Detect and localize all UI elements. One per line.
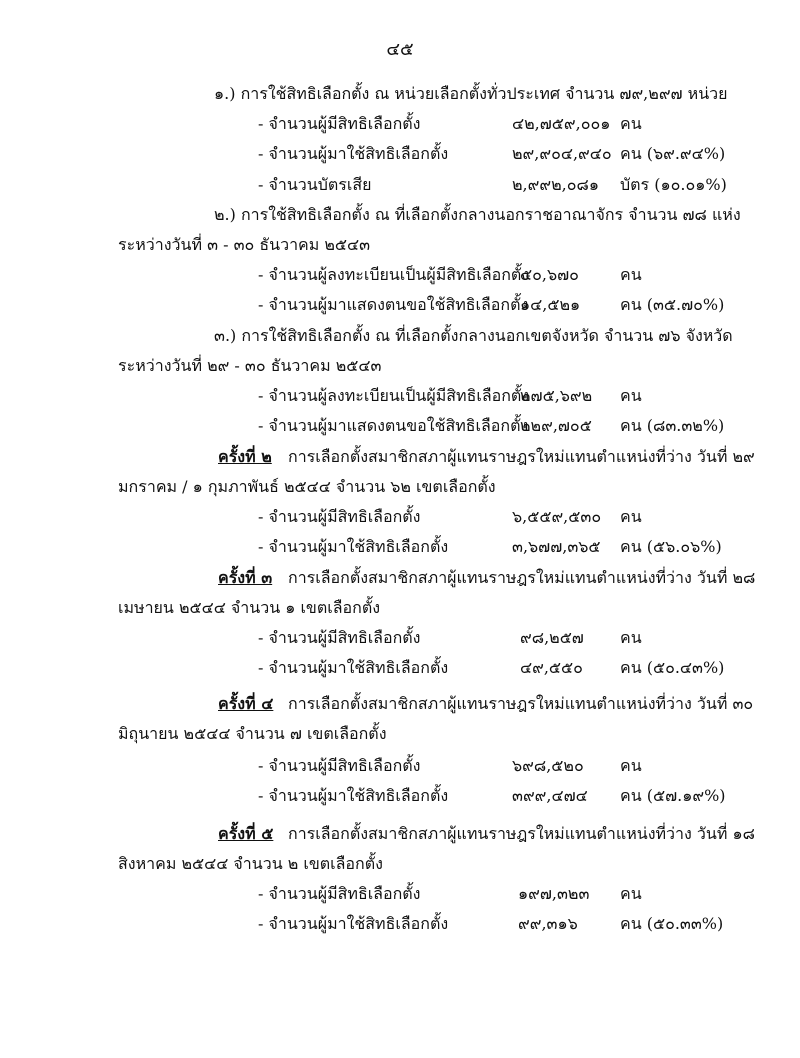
row-value: ๑๔,๕๒๑ <box>520 295 581 314</box>
round2-text-cont: มกราคม / ๑ กุมภาพันธ์ ๒๕๔๔ จำนวน ๖๒ เขตเลือกตั้ง <box>118 477 496 496</box>
section2-row <box>0 293 800 317</box>
row-label: - จำนวนผู้ลงทะเบียนเป็นผู้มีสิทธิเลือกตั้ง <box>258 386 530 405</box>
row-unit: คน <box>620 386 642 405</box>
round2-heading-line <box>0 445 800 469</box>
row-unit: คน <box>620 884 642 903</box>
row-unit: คน (๕๗.๑๙%) <box>620 786 726 805</box>
section2-row <box>0 263 800 287</box>
row-value: ๒๒๙,๗๐๕ <box>520 416 592 435</box>
row-value: ๔๒,๗๕๙,๐๐๑ <box>512 114 611 133</box>
row-unit: คน (๕๖.๐๖%) <box>620 537 722 556</box>
row-label: - จำนวนผู้มีสิทธิเลือกตั้ง <box>258 507 421 526</box>
section2-heading-line <box>0 233 800 257</box>
section1-heading: ๑.) การใช้สิทธิเลือกตั้ง ณ หน่วยเลือกตั้งทั่วประเทศ จำนวน ๗๙,๒๙๗ หน่วย <box>214 84 728 103</box>
round3-row <box>0 626 800 650</box>
section1-heading-line <box>0 82 800 106</box>
row-value: ๔๙,๕๕๐ <box>520 658 583 677</box>
row-label: - จำนวนผู้ลงทะเบียนเป็นผู้มีสิทธิเลือกตั้ง <box>258 265 530 284</box>
row-label: - จำนวนผู้มาใช้สิทธิเลือกตั้ง <box>258 786 449 805</box>
round5-title: ครั้งที่ ๕ <box>218 824 274 843</box>
row-label: - จำนวนผู้มาแสดงตนขอใช้สิทธิเลือกตั้ง <box>258 416 529 435</box>
row-value: ๑๙๗,๓๒๓ <box>518 884 590 903</box>
round3-row <box>0 656 800 680</box>
round4-title: ครั้งที่ ๔ <box>218 694 274 713</box>
section1-row <box>0 142 800 166</box>
row-value: ๖๙๘,๕๒๐ <box>512 756 584 775</box>
row-label: - จำนวนผู้มาใช้สิทธิเลือกตั้ง <box>258 144 449 163</box>
round5-text-cont: สิงหาคม ๒๕๔๔ จำนวน ๒ เขตเลือกตั้ง <box>118 854 383 873</box>
round3-heading-line <box>0 566 800 590</box>
row-label: - จำนวนผู้มาแสดงตนขอใช้สิทธิเลือกตั้ง <box>258 295 529 314</box>
row-label: - จำนวนผู้มีสิทธิเลือกตั้ง <box>258 628 421 647</box>
round2-heading-line <box>0 475 800 499</box>
round5-heading-line <box>0 822 800 846</box>
section3-row <box>0 384 800 408</box>
section1-row <box>0 112 800 136</box>
row-unit: บัตร (๑๐.๐๑%) <box>620 175 727 194</box>
round5-row <box>0 882 800 906</box>
round3-heading-line <box>0 596 800 620</box>
row-value: ๓๙๙,๔๗๔ <box>512 786 588 805</box>
row-label: - จำนวนผู้มาใช้สิทธิเลือกตั้ง <box>258 537 449 556</box>
row-value: ๒๗๕,๖๙๒ <box>520 386 593 405</box>
section3-heading-line <box>0 354 800 378</box>
page-number: ๔๕ <box>386 39 414 60</box>
section3-heading-line <box>0 324 800 348</box>
round4-row <box>0 784 800 808</box>
row-unit: คน <box>620 265 642 284</box>
round2-row <box>0 535 800 559</box>
round4-heading-line <box>0 692 800 716</box>
row-label: - จำนวนผู้มาใช้สิทธิเลือกตั้ง <box>258 914 449 933</box>
section3-heading-cont: ระหว่างวันที่ ๒๙ - ๓๐ ธันวาคม ๒๕๔๓ <box>118 356 382 375</box>
round3-title: ครั้งที่ ๓ <box>218 568 273 587</box>
section1-row <box>0 173 800 197</box>
section3-heading: ๓.) การใช้สิทธิเลือกตั้ง ณ ที่เลือกตั้งกลางนอกเขตจังหวัด จำนวน ๗๖ จังหวัด <box>214 326 733 345</box>
section2-heading-line <box>0 203 800 227</box>
section2-heading: ๒.) การใช้สิทธิเลือกตั้ง ณ ที่เลือกตั้งกลางนอกราชอาณาจักร จำนวน ๗๘ แห่ง <box>214 205 741 224</box>
round4-heading-line <box>0 722 800 746</box>
row-unit: คน (๕๐.๔๓%) <box>620 658 725 677</box>
row-label: - จำนวนผู้มีสิทธิเลือกตั้ง <box>258 114 421 133</box>
row-value: ๔๐,๖๗๐ <box>520 265 579 284</box>
row-unit: คน <box>620 507 642 526</box>
round3-text: การเลือกตั้งสมาชิกสภาผู้แทนราษฎรใหม่แทนตำแหน่งที่ว่าง วันที่ ๒๘ <box>288 568 756 587</box>
row-unit: คน (๖๙.๙๔%) <box>620 144 726 163</box>
round2-row <box>0 505 800 529</box>
row-label: - จำนวนผู้มาใช้สิทธิเลือกตั้ง <box>258 658 449 677</box>
row-unit: คน (๕๐.๓๓%) <box>620 914 724 933</box>
round5-row <box>0 912 800 936</box>
row-value: ๒,๙๙๒,๐๘๑ <box>512 175 599 194</box>
row-value: ๖,๕๕๙,๕๓๐ <box>512 507 602 526</box>
round4-text: การเลือกตั้งสมาชิกสภาผู้แทนราษฎรใหม่แทนตำแหน่งที่ว่าง วันที่ ๓๐ <box>288 694 754 713</box>
section3-row <box>0 414 800 438</box>
round2-text: การเลือกตั้งสมาชิกสภาผู้แทนราษฎรใหม่แทนตำแหน่งที่ว่าง วันที่ ๒๙ <box>288 447 755 466</box>
row-value: ๙๘,๒๕๗ <box>520 628 584 647</box>
row-unit: คน (๘๓.๓๒%) <box>620 416 725 435</box>
row-label: - จำนวนบัตรเสีย <box>258 175 372 194</box>
row-value: ๒๙,๙๐๔,๙๔๐ <box>512 144 612 163</box>
round2-title: ครั้งที่ ๒ <box>218 447 272 466</box>
row-unit: คน <box>620 628 642 647</box>
row-value: ๓,๖๗๗,๓๖๕ <box>512 537 601 556</box>
round4-row <box>0 754 800 778</box>
section2-heading-cont: ระหว่างวันที่ ๓ - ๓๐ ธันวาคม ๒๕๔๓ <box>118 235 371 254</box>
row-unit: คน <box>620 756 642 775</box>
round3-text-cont: เมษายน ๒๕๔๔ จำนวน ๑ เขตเลือกตั้ง <box>118 598 381 617</box>
round5-text: การเลือกตั้งสมาชิกสภาผู้แทนราษฎรใหม่แทนตำแหน่งที่ว่าง วันที่ ๑๘ <box>288 824 755 843</box>
row-label: - จำนวนผู้มีสิทธิเลือกตั้ง <box>258 756 421 775</box>
row-label: - จำนวนผู้มีสิทธิเลือกตั้ง <box>258 884 421 903</box>
round5-heading-line <box>0 852 800 876</box>
row-value: ๙๙,๓๑๖ <box>518 914 578 933</box>
row-unit: คน <box>620 114 642 133</box>
row-unit: คน (๓๕.๗๐%) <box>620 295 725 314</box>
round4-text-cont: มิถุนายน ๒๕๔๔ จำนวน ๗ เขตเลือกตั้ง <box>118 724 387 743</box>
